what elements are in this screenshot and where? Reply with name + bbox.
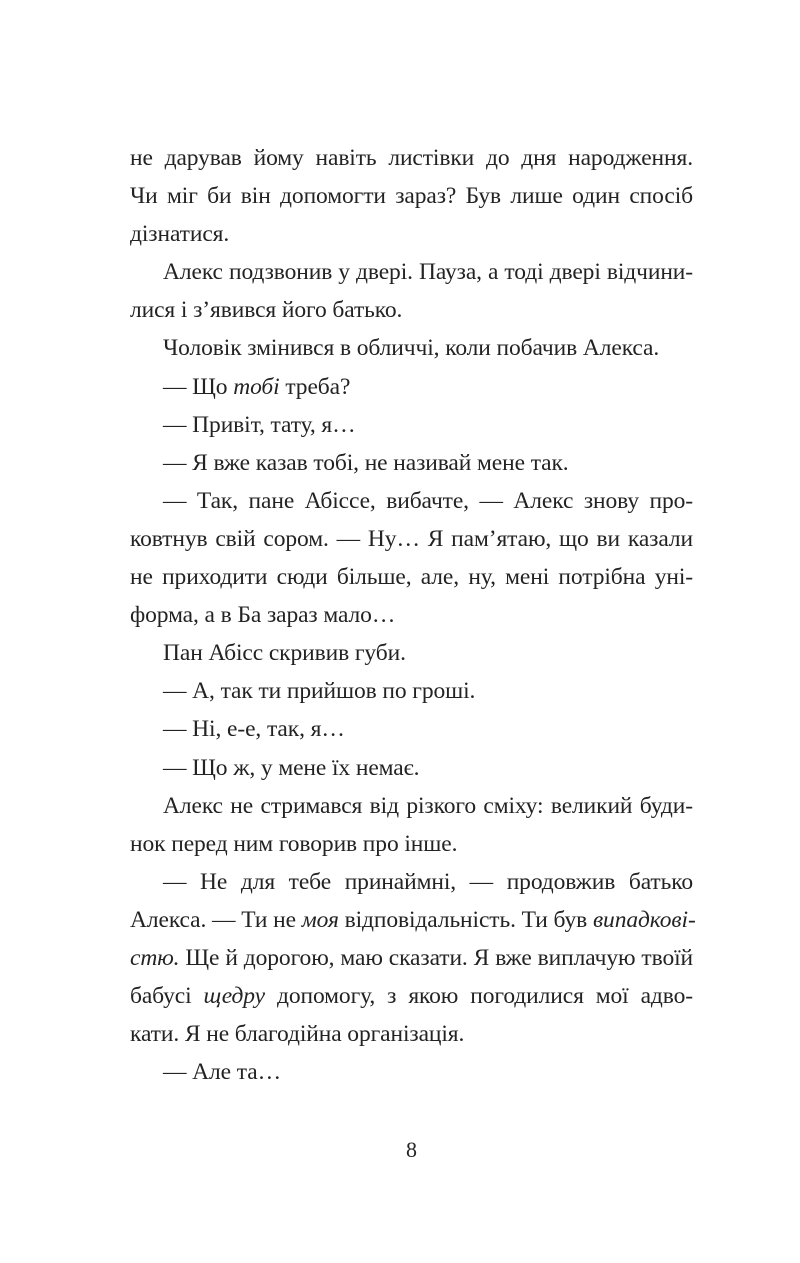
text-line <box>130 672 693 710</box>
text-segment: бабусі <box>130 983 204 1010</box>
text-segment: — Але та… <box>163 1059 281 1086</box>
text-line <box>130 1015 693 1053</box>
text-segment: — А, так ти прийшов по гроші. <box>163 678 476 705</box>
text-segment: Чи міг би він допомогти зараз? Був лише один спосіб <box>130 183 693 210</box>
text-segment: — Не для тебе принаймні, — продовжив батько <box>163 868 693 895</box>
text-line <box>130 558 693 596</box>
text-segment: не дарував йому навіть листівки до дня народження. <box>130 145 693 171</box>
text-line <box>130 139 693 177</box>
text-line <box>130 749 693 787</box>
text-line <box>130 863 693 901</box>
text-segment: — Привіт, тату, я… <box>163 411 356 438</box>
text-segment: — Що <box>163 373 234 400</box>
text-segment: — Так, пане Абіссе, вибачте, — Алекс знову про- <box>163 487 693 514</box>
text-segment: Алекс подзвонив у двері. Пауза, а тоді двері відчини- <box>163 259 693 286</box>
text-line <box>130 520 693 558</box>
text-segment: допомогу, з якою погодилися мої адво- <box>264 983 693 1010</box>
text-segment: Пан Абісс скривив губи. <box>163 640 406 667</box>
text-segment: ковтнув свій сором. — Ну… Я пам’ятаю, що ви казали <box>130 525 693 552</box>
text-segment: — Я вже казав тобі, не називай мене так. <box>163 449 569 476</box>
text-line <box>130 825 693 863</box>
text-segment: Чоловік змінився в обличчі, коли побачив Алекса. <box>163 335 660 362</box>
italic-text-segment: моя <box>301 906 339 933</box>
text-segment: Алекс не стримався від різкого сміху: великий буди- <box>163 792 693 819</box>
text-line <box>130 596 693 634</box>
text-segment: кати. Я не благодійна організація. <box>130 1021 465 1048</box>
text-line <box>130 1053 693 1091</box>
text-segment: відповідальність. Ти був <box>338 906 593 933</box>
italic-text-segment: випадкові- <box>592 906 696 933</box>
text-segment: лися і з’явився його батько. <box>130 297 403 324</box>
text-segment: треба? <box>279 373 351 400</box>
text-line <box>130 444 693 482</box>
text-line <box>130 215 693 253</box>
italic-text-segment: стю. <box>130 944 180 971</box>
text-segment: нок перед ним говорив про інше. <box>130 830 458 857</box>
page-number: 8 <box>406 1137 417 1162</box>
text-line <box>130 977 693 1015</box>
text-segment: Алекса. — Ти не <box>130 906 302 933</box>
text-line <box>130 291 693 329</box>
text-line <box>130 253 693 291</box>
text-line <box>130 710 693 748</box>
text-line <box>130 901 696 939</box>
text-line <box>130 482 693 520</box>
italic-text-segment: тобі <box>233 373 280 400</box>
text-block <box>130 139 696 1091</box>
text-line <box>130 329 693 367</box>
text-line <box>130 939 693 977</box>
text-line <box>130 368 693 406</box>
text-line <box>130 787 693 825</box>
text-segment: — Що ж, у мене їх немає. <box>163 754 420 781</box>
text-line <box>130 177 693 215</box>
text-segment: дізнатися. <box>130 221 230 248</box>
text-line <box>130 406 693 444</box>
text-line <box>130 634 693 672</box>
text-segment: не приходити сюди більше, але, ну, мені потрібна уні- <box>130 564 693 591</box>
text-segment: — Ні, е-е, так, я… <box>163 716 345 743</box>
text-segment: Ще й дорогою, маю сказати. Я вже виплачую твоїй <box>179 944 693 971</box>
italic-text-segment: щедру <box>203 983 265 1010</box>
text-segment: форма, а в Ба зараз мало… <box>130 602 396 629</box>
